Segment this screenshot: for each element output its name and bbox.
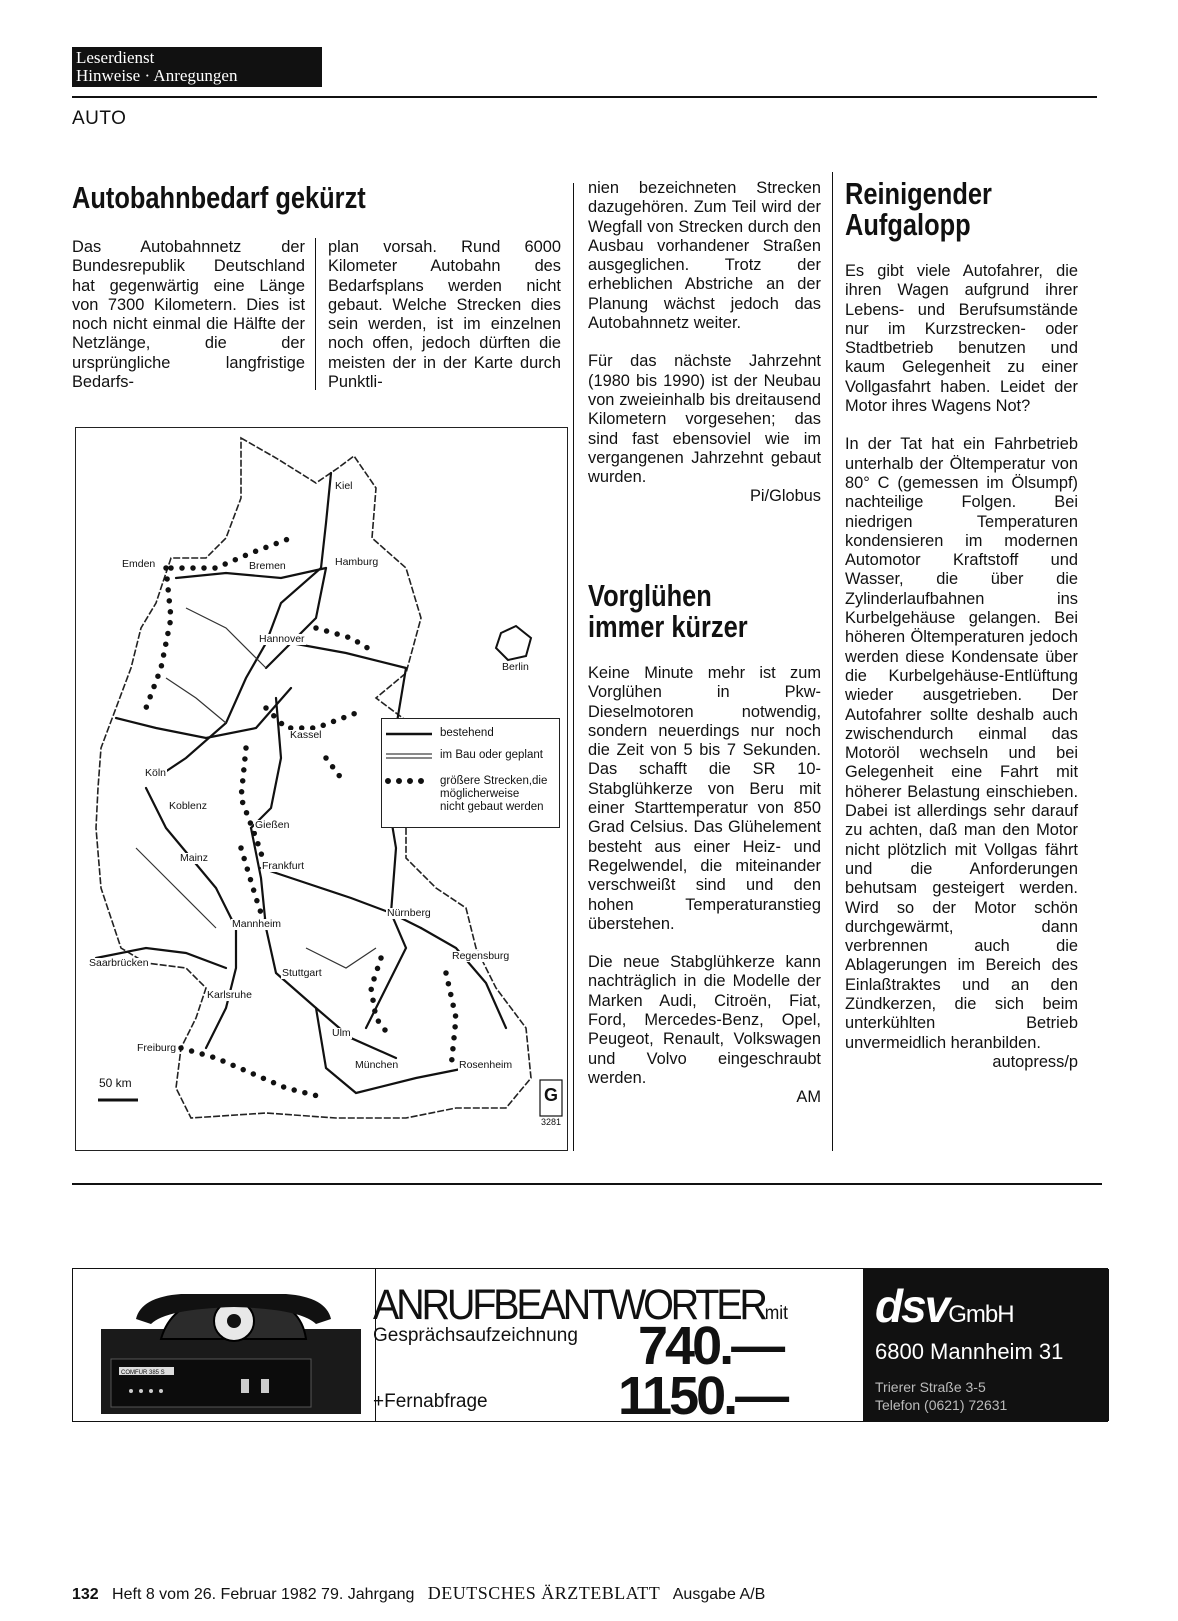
article1-col3-p2-text: Für das nächste Jahrzehnt (1980 bis 1990) ist der Neubau von zweieinhalb bis dreitausend Kilometern vorgesehen; das sind fast ebensoviel wie im vergangenen Jahrzehnt gebaut wurden. bbox=[588, 352, 821, 487]
city-kassel: Kassel bbox=[290, 729, 322, 741]
company-city: 6800 Mannheim 31 bbox=[875, 1339, 1064, 1364]
code-letter: G bbox=[544, 1085, 559, 1105]
legend-existing: bestehend bbox=[440, 727, 494, 739]
road-rhine bbox=[146, 788, 236, 1048]
ad-option: +Fernabfrage bbox=[373, 1391, 488, 1412]
planned-3 bbox=[306, 948, 376, 968]
article1-col3 bbox=[588, 179, 821, 507]
article1-signature: Pi/Globus bbox=[749, 487, 821, 506]
road-south bbox=[316, 1008, 466, 1093]
section-label: AUTO bbox=[72, 108, 127, 129]
article2-p2-text: Die neue Stabglühkerze kann nachträglich in die Modelle der Marken Audi, Citroën, Fiat, Ford, Mercedes-Benz, Opel, Peugeot, Renault, Volkswagen und Volvo eingeschraubt werden. bbox=[588, 953, 821, 1087]
city-giessen: Gießen bbox=[255, 819, 290, 831]
answering-machine-image bbox=[101, 1279, 361, 1414]
article3-body bbox=[845, 262, 1078, 1072]
city-mainz: Mainz bbox=[180, 852, 209, 864]
article3-p1: Es gibt viele Autofahrer, die ihren Wagen aufgrund ihrer Lebens- und Berufsumstände nur im Kurzstrecken- oder Stadtbetrieb benutzen und kaum Gelegenheit zu einer Vollgasfahrt haben. Leidet der Motor ihres Wagens Not? bbox=[845, 262, 1078, 416]
ad-price-1: 740.— bbox=[638, 1316, 783, 1376]
legend-dropped-3: nicht gebaut werden bbox=[440, 801, 544, 813]
city-regensburg: Regensburg bbox=[452, 950, 510, 962]
road-regensburg bbox=[421, 928, 506, 1028]
article2-title-2: immer kürzer bbox=[588, 609, 748, 644]
article1-col1-text: Das Autobahnnetz der Bundesrepublik Deutschland hat gegenwärtig eine Länge von 7300 Kilometern. Dies ist noch nicht einmal die Hälfte der Netzlänge, die der ursprüngliche langfristige Bedarfs- bbox=[72, 238, 305, 392]
berlin-shape bbox=[496, 626, 531, 660]
city-saarbruecken: Saarbrücken bbox=[89, 957, 149, 969]
company-logo bbox=[875, 1279, 1014, 1333]
article1-col2 bbox=[328, 238, 561, 392]
dropped-route-4 bbox=[266, 708, 356, 728]
dropped-route-9 bbox=[181, 1048, 326, 1098]
section-line-1: Leserdienst bbox=[76, 48, 155, 67]
city-koblenz: Koblenz bbox=[169, 800, 207, 812]
article3-signature: autopress/p bbox=[992, 1052, 1078, 1071]
planned-1 bbox=[186, 608, 266, 668]
article2-body bbox=[588, 664, 821, 1108]
article1-col3-p2 bbox=[588, 352, 821, 506]
section-line-2: Hinweise · Anregungen bbox=[76, 66, 238, 85]
advertisement bbox=[72, 1268, 1108, 1426]
city-muenchen: München bbox=[355, 1059, 399, 1071]
column-rule-1 bbox=[315, 238, 316, 390]
article2-p2 bbox=[588, 953, 821, 1107]
city-koeln: Köln bbox=[145, 767, 167, 779]
company-logo-mark: dsv bbox=[875, 1280, 949, 1332]
ad-product-suffix: mit bbox=[764, 1303, 789, 1324]
city-frankfurt: Frankfurt bbox=[262, 860, 305, 872]
page-number: 132 bbox=[72, 1586, 99, 1603]
issue-info: Heft 8 vom 26. Februar 1982 79. Jahrgang bbox=[112, 1586, 415, 1603]
company-phone: Telefon (0621) 72631 bbox=[875, 1397, 1008, 1413]
page-footer bbox=[72, 1583, 765, 1604]
map-scale-label: 50 km bbox=[99, 1076, 132, 1090]
company-street: Trierer Straße 3-5 bbox=[875, 1379, 986, 1395]
column-rule-2 bbox=[573, 183, 574, 1151]
article1-col1 bbox=[72, 238, 305, 392]
map-legend bbox=[381, 718, 560, 828]
autobahn-map bbox=[75, 427, 568, 1151]
article1-col2-text: plan vorsah. Rund 6000 Kilometer Autobahn des Bedarfsplans werden nicht gebaut. Welche Strecken dies sein werden, ist im einzelnen noch offen, jedoch dürften die meisten der in der Karte durch Punktli- bbox=[328, 238, 561, 392]
ad-company-panel bbox=[863, 1269, 1109, 1421]
article1-title: Autobahnbedarf gekürzt bbox=[72, 180, 366, 215]
city-rosenheim: Rosenheim bbox=[459, 1059, 513, 1071]
road-nuernberg bbox=[366, 913, 406, 1028]
article1-col3-p1: nien bezeichneten Strecken dazugehören. Zum Teil wird der Wegfall von Strecken durch den Ausbau vorhandener Straßen ausgeglichen. Trotz der erheblichen Abstriche an der Planung wächst jedoch das Autobahnnetz weiter. bbox=[588, 179, 821, 333]
edition: Ausgabe A/B bbox=[672, 1586, 766, 1603]
bottom-rule bbox=[72, 1183, 1102, 1185]
legend-dropped-2: möglicherweise bbox=[440, 788, 520, 800]
section-box bbox=[72, 47, 322, 87]
column-rule-3 bbox=[832, 172, 833, 1151]
dropped-route-5 bbox=[241, 748, 266, 868]
article2-p1: Keine Minute mehr ist zum Vorglühen in Pkw-Dieselmotoren notwendig, sondern neuerdings nur noch die Zeit von 5 bis 7 Sekunden. Das schafft die SR 10-Stabglühkerze von Beru mit einer Starttemperatur von 850 Grad Celsius. Das Glühelement besteht aus einer Heiz- und Regelwendel, die miteinander verschweißt sind und den hohen Temperaturanstieg überstehen. bbox=[588, 664, 821, 933]
legend-dropped-1: größere Strecken,die bbox=[440, 775, 548, 787]
ad-price-2: 1150.— bbox=[618, 1366, 787, 1426]
road-hannover-berlin bbox=[291, 643, 406, 668]
dropped-route-6 bbox=[326, 758, 341, 778]
city-mannheim: Mannheim bbox=[232, 918, 282, 930]
city-freiburg: Freiburg bbox=[137, 1042, 177, 1054]
road-frankfurt-east bbox=[261, 868, 421, 928]
city-ulm: Ulm bbox=[332, 1027, 351, 1039]
road-ruhr bbox=[116, 688, 291, 738]
city-kiel: Kiel bbox=[335, 480, 353, 492]
city-hamburg: Hamburg bbox=[335, 556, 379, 568]
ad-product-name: ANRUFBEANTWORTER bbox=[373, 1281, 765, 1329]
article3-title-1: Reinigender bbox=[845, 176, 992, 211]
magazine-name: DEUTSCHES ÄRZTEBLATT bbox=[427, 1583, 661, 1603]
dropped-route-8 bbox=[446, 973, 456, 1068]
city-karlsruhe: Karlsruhe bbox=[207, 989, 252, 1001]
article3-p2 bbox=[845, 435, 1078, 1072]
article2-title-1: Vorglühen bbox=[588, 578, 712, 613]
city-bremen: Bremen bbox=[249, 560, 286, 572]
city-berlin: Berlin bbox=[502, 661, 529, 673]
ad-subtitle: Gesprächsaufzeichnung bbox=[373, 1325, 578, 1346]
device-label: COMFUR 385 S bbox=[121, 1370, 165, 1376]
dropped-route-1 bbox=[146, 568, 171, 708]
article3-p2-text: In der Tat hat ein Fahrbetrieb unterhalb der Öltemperatur von 80° C (gemessen im Ölsumpf) nachteilige Folgen. Bei niedrigen Temperaturen kondensieren im modernen Automotor Kraftstoff und Wasser, die über die Zylinderlaufbahnen ins Kurbelgehäuse gelangen. Bei höheren Öltemperaturen jedoch werden diese Kondensate über die Kurbelgehäuse-Entlüftung wieder ausgetrieben. Der Autofahrer sollte deshalb auch zwischendurch einmal das Motoröl wechseln und bei Gelegenheit eine Fahrt mit höherer Belastung einschieben. Dabei ist allerdings sehr darauf zu achten, daß man den Motor nicht plötzlich mit Vollgas fährt und die Anforderungen behutsam gesteigert werden. Wird so der Motor schön durchgewärmt, dann verbrennen auch die Ablagerungen im Bereich des Einlaßtraktes und an den Zündkerzen, die sich beim unterkühlten Betrieb unvermeidlich heranbilden. bbox=[845, 435, 1078, 1052]
city-hannover: Hannover bbox=[259, 633, 305, 645]
map-code: 3281 bbox=[541, 1117, 562, 1127]
legend-planned: im Bau oder geplant bbox=[440, 749, 543, 761]
article2-signature: AM bbox=[796, 1088, 821, 1107]
company-logo-suffix: GmbH bbox=[948, 1301, 1014, 1328]
article3-title-2: Aufgalopp bbox=[845, 207, 971, 242]
city-nuernberg: Nürnberg bbox=[387, 907, 431, 919]
city-emden: Emden bbox=[122, 558, 156, 570]
planned-4 bbox=[166, 678, 226, 723]
top-rule bbox=[72, 96, 1097, 98]
city-stuttgart: Stuttgart bbox=[282, 967, 322, 979]
